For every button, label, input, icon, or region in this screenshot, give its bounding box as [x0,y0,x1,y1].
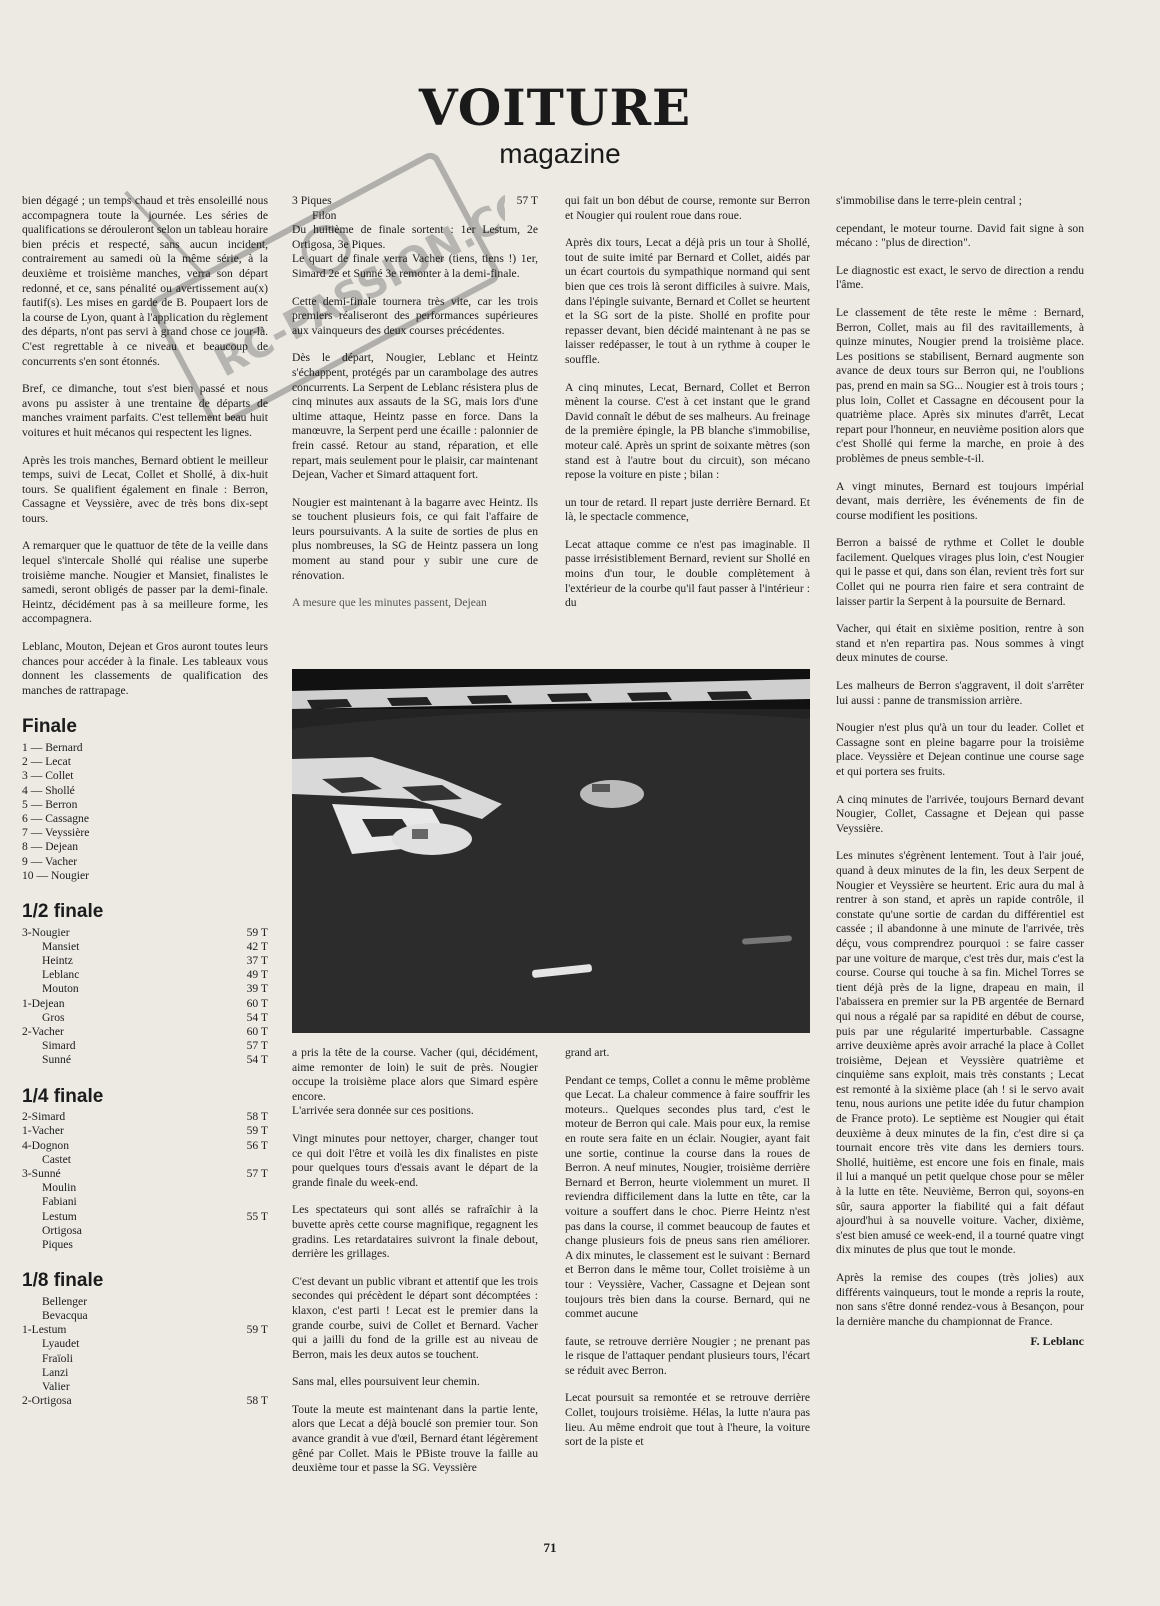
column-3-continued [565,1046,810,1463]
result-name: Lestum [42,1209,77,1223]
result-score: 59 T [246,1323,268,1337]
page-number: 71 [543,1540,557,1555]
result-name: 2 — Lecat [22,755,71,769]
results-demi-title: 1/2 finale [22,901,104,923]
result-row [22,855,268,869]
result-score: 60 T [246,1025,268,1039]
paragraph: Du huitième de finale sortent : 1er Lestum, 2e Ortigosa, 3e Piques. Le quart de finale verra Vacher (tiens, tiens !) 1er, Simard 2e et Sunné 3e remonter à la demi-finale. [292,223,538,280]
result-row [22,1195,268,1209]
result-name: Heintz [42,954,73,968]
paragraph: Leblanc, Mouton, Dejean et Gros auront toutes leurs chances pour accéder à la finale. Les tableaux vous donnent les classements de qualification des manches de rattrapage. [22,640,268,697]
paragraph: cependant, le moteur tourne. David fait signe à son mécano : "plus de direction". [836,221,1084,250]
result-name: 5 — Berron [22,797,78,811]
result-row [22,1110,268,1124]
paragraph: Les minutes s'égrènent lentement. Tout à l'air joué, quand à deux minutes de la fin, les deux Serpent de Nougier et Veyssière se heurtent. Eric aura du mal à rentrer à son stand, et après un rapide contrôle, il constate qu'une sortie de cardan du différentiel est cassée ; il abandonne à une minute de l'arrivée, très déçu, vous comprendrez pourquoi : se faire casser par une voiture de marque, c'est très dur, mais c'est la course. Course qui touche à sa fin. Michel Torres se tient déjà près de la ligne, drapeau en main, il l'abaissera en premier sur la PB argentée de Bernard qui nous a régalé par sa rapidité en début de course, puis par une régularité imperturbable. Cassagne arrive deuxième après avoir arraché la place à Collet troisième, Dejean et Veyssière quatrième et cinquième sans exploit, mais très constants ; Lecat est remonté à la sixième place (ah ! si le servo avait tenu, nous aurions une petite idée du futur champion de France proto). Le septième est Nougier qui était deuxième à deux minutes de la fin, c'est dire si ça tournait encore très vite dans les derniers tours. Shollé, huitième, est encore une fois en finale, mais il lui a manqué un petit quelque chose pour se mêler à la lutte en tête. Neuvième, Berron qui, soyons-en sûr, saura apporter la fiabilité qui a fait défaut ajourd'hui à sa nouvelle voiture. Vacher, dixième, s'est bien amusé ce week-end, il a tourné quatre vingt dix minutes de plus que tout le monde. [836,849,1084,1257]
result-score: 57 T [246,1167,268,1181]
result-name: Valier [42,1380,70,1394]
result-row [22,826,268,840]
result-name: 4-Dognon [22,1138,70,1152]
results-finale-table [22,741,268,883]
result-row [22,1224,268,1238]
result-name: 3 — Collet [22,769,74,783]
paragraph: Nougier est maintenant à la bagarre avec Heintz. Ils se touchent plusieurs fois, ce qui fait l'affaire de leurs poursuivants. A la suite de sorties de plus en plus nombreuses, la SG de Heintz passera un long moment au stand pour y subir une cure de rénovation. [292,495,538,582]
author-signature: F. Leblanc [1030,1334,1084,1349]
result-row [22,1337,268,1351]
result-name: Lanzi [42,1365,69,1379]
paragraph: Vacher, qui était en sixième position, rentre à son stand et n'en repartira pas. Nous sommes à vingt deux minutes de course. [836,622,1084,665]
result-name: 1 — Bernard [22,741,83,754]
column-1 [22,194,268,1409]
column-4 [836,194,1084,1349]
result-row [22,769,268,783]
results-finale-title: Finale [22,716,77,738]
result-row [22,1210,268,1224]
result-name: Fabiani [42,1195,77,1209]
result-score: 54 T [246,1010,268,1024]
paragraph: Après dix tours, Lecat a déjà pris un tour à Shollé, tout de suite imité par Bernard et Collet, aidés par un écart courtois du sympathique normand qui sent bien que ces trois là seront difficiles à suivre. Mais, dans l'épingle suivante, Bernard et Collet se heurtent et la SG sort de la piste. Shollé en profite pour repasser devant, bien décidé maintenant à ne pas se laisser redépasser, le tout à un rythme à couper le souffle. [565,236,810,366]
result-row [22,1352,268,1366]
paragraph: A cinq minutes, Lecat, Bernard, Collet et Berron mènent la course. C'est à cet instant que le grand David connaît le début de ses malheurs. Au freinage de la première épingle, la PB blanche s'immobilise, moteur calé. Après un sprint de soixante mètres (son stand est à l'autre bout du circuit), son mécano repose la voiture en piste ; bilan : [565,380,810,482]
result-name: 6 — Cassagne [22,812,89,826]
result-row [22,1053,268,1067]
result-score: 42 T [246,939,268,953]
result-row [22,1167,268,1181]
result-row [22,1295,268,1309]
result-name: 7 — Veyssière [22,826,90,840]
paragraph: Vingt minutes pour nettoyer, charger, changer tout ce qui doit l'être et voilà les dix finalistes en piste pour quelques tours d'essais avant le départ de la grande finale du week-end. [292,1131,538,1189]
result-score: 57 T [246,1039,268,1053]
result-name: Bevacqua [42,1309,88,1323]
column-2-continued [292,1046,538,1489]
result-row [22,1039,268,1053]
result-name: Fraïoli [42,1351,73,1365]
result-name: Ortigosa [42,1223,82,1237]
watermark-text: RC-PASSION.COM [207,162,505,387]
column-3 [565,194,810,624]
result-row [22,1323,268,1337]
result-row [22,1366,268,1380]
result-row [22,954,268,968]
paragraph: Toute la meute est maintenant dans la partie lente, alors que Lecat a déjà bouclé son premier tour. Son avance grandit à vue d'œil, Bernard étant légèrement gêné par Collet. Mais le PBiste trouve la faille au deuxième tour et passe la SG. Veyssière [292,1402,538,1475]
result-score: 58 T [246,1110,268,1124]
result-name: 1-Lestum [22,1323,67,1337]
result-score: 55 T [246,1209,268,1223]
result-score: 59 T [246,925,268,939]
result-name: Piques [42,1238,73,1252]
result-row [22,1011,268,1025]
paragraph: qui fait un bon début de course, remonte sur Berron et Nougier qui roulent roue dans roue. [565,194,810,222]
paragraph: faute, se retrouve derrière Nougier ; ne prenant pas le risque de l'attaquer pendant plusieurs tours, l'écart se réduit avec Berron. [565,1334,810,1377]
paragraph: Sans mal, elles poursuivent leur chemin. [292,1375,480,1389]
result-row [22,1153,268,1167]
paragraph: s'immobilise dans le terre-plein central ; [836,194,1022,207]
paragraph: C'est devant un public vibrant et attentif que les trois secondes qui précèdent le départ sont décomptées : klaxon, c'est parti ! Lecat est le premier dans la grande courbe, suivi de Collet et Bernard. Vacher qui a jailli du fond de la grille est au niveau de Berron, mais les deux autos se touchent. [292,1274,538,1361]
result-name: Lyaudet [42,1337,80,1351]
paragraph: Lecat attaque comme ce n'est pas imaginable. Il passe irrésistiblement Bernard, revient sur Shollé en moins d'un tour, le double complètement à l'extérieur de la courbe qu'il faut passer à l'intérieur : du [565,537,810,610]
result-score: 49 T [246,968,268,982]
result-row [22,1238,268,1252]
result-row [22,997,268,1011]
result-row [22,1139,268,1153]
results-huitieme-table [22,1295,268,1409]
result-row [22,840,268,854]
result-name: Simard [42,1039,76,1053]
result-score: 58 T [246,1394,268,1408]
paragraph: Les spectateurs qui sont allés se rafraîchir à la buvette après cette course magnifique, regagnent les gradins. Les retardataires suivront la finale debout, derrière les grillages. [292,1203,538,1261]
results-quart-table [22,1110,268,1252]
column-2 [292,194,538,624]
result-score: 56 T [246,1138,268,1152]
masthead-title: VOITURE [418,78,692,137]
paragraph: A remarquer que le quattuor de tête de la veille dans lequel s'intercale Shollé qui réalise une superbe troisième manche. Nougier et Mansiet, finalistes le samedi, seront obligés de passer par la demi-finale. Heintz, décidément pas à sa meilleure forme, les accompagnera. [22,539,268,626]
result-name: Castet [42,1152,71,1166]
result-name: 3-Sunné [22,1167,61,1181]
result-row [22,798,268,812]
result-row [22,1394,268,1408]
result-name: Bellenger [42,1294,88,1308]
result-row [22,940,268,954]
results-huitieme-title: 1/8 finale [22,1270,104,1292]
result-score: 57 T [516,194,538,207]
result-name: 3 Piques [292,194,332,207]
result-name: Sunné [42,1053,71,1067]
paragraph: Pendant ce temps, Collet a connu le même problème que Lecat. La chaleur commence à faire souffrir les moteurs.. Quelques secondes plus tard, c'est le moteur de Berron qui cale. Mais pour eux, la remise en route sera faite en un éclair. Nougier, ayant fait une sortie, continue la course dans la roues de Berron. A neuf minutes, Nougier, troisième derrière Bernard et Berron, heurte violemment un muret. Il reviendra difficilement dans la lutte en tête, car la voiture a souffert dans le choc. Pierre Heintz n'est pas dans la course, il commet beaucoup de fautes et change plusieurs fois de pneus sans rien améliorer. A dix minutes, le classement est le suivant : Bernard et Berron dans le même tour, Collet troisième à un tour : Veyssière, Vacher, Cassagne et Dejean sont toujours très bien dans la course. Bernard, qui ne commet aucune [565,1073,810,1321]
result-row [22,812,268,826]
result-row [22,926,268,940]
result-score: 37 T [246,954,268,968]
result-name: 1-Dejean [22,996,65,1010]
paragraph: Le diagnostic est exact, le servo de direction a rendu l'âme. [836,263,1084,292]
result-row [22,869,268,883]
result-name: 8 — Dejean [22,840,79,854]
result-row [22,1380,268,1394]
result-name: Leblanc [42,968,80,982]
paragraph: Nougier n'est plus qu'à un tour du leader. Collet et Cassagne sont en pleine bagarre pour la troisième place. Veyssière et Dejean continue une course sage et qui portera ses fruits. [836,721,1084,778]
result-score: 39 T [246,982,268,996]
result-name: Moulin [42,1181,77,1195]
result-row [22,755,268,769]
result-score: 60 T [246,996,268,1010]
result-row [22,1025,268,1039]
result-name: 3-Nougier [22,925,70,939]
paragraph: grand art. [565,1046,610,1059]
masthead-subtitle: magazine [499,138,621,169]
result-name: 2-Simard [22,1110,66,1124]
result-name: Filon [312,208,337,222]
result-score: 59 T [246,1124,268,1138]
result-row [22,741,268,755]
result-score: 54 T [246,1053,268,1067]
result-name: Mouton [42,982,79,996]
result-row [22,784,268,798]
result-name: Gros [42,1010,65,1024]
results-demi-table [22,926,268,1068]
result-row [22,1181,268,1195]
paragraph: Berron a baissé de rythme et Collet le double facilement. Quelques virages plus loin, c'est Nougier qui le passe et qui, dans son élan, revient très fort sur Collet qui ne pourra rien faire et sera contraint de laisser partir la Serpent à la poursuite de Bernard. [836,536,1084,608]
result-name: 9 — Vacher [22,854,78,868]
result-name: 1-Vacher [22,1124,64,1138]
result-row [22,968,268,982]
result-row [22,982,268,996]
paragraph: bien dégagé ; un temps chaud et très ensoleillé nous accompagnera toute la journée. Les séries de qualifications se dérouleront selon un tableau horaire bien précis et respecté, sans aucun incident, contrairement au samedi où la même série, à la deuxième et troisième manches, verra son départ redonné, et ce, sans pénalité ou avertissement au(x) fautif(s). Les mises en garde de B. Poupaert lors de la course de Lyon, quant à l'application du règlement des départs, n'ont pas servi à grand chose ce jour-là. C'est regrettable à ce niveau et beaucoup de concurrents s'en sont étonnés. [22,194,268,368]
result-name: 2-Ortigosa [22,1394,72,1408]
result-name: 2-Vacher [22,1025,64,1039]
paragraph: un tour de retard. Il repart juste derrière Bernard. Et là, le spectacle commence, [565,495,810,524]
paragraph: A mesure que les minutes passent, Dejean [292,596,487,610]
paragraph: Dès le départ, Nougier, Leblanc et Heintz s'échappent, protégés par un carambolage des autres concurrents. La Serpent de Leblanc résistera plus de cinq minutes aux assauts de la SG, mais lors d'une ultime attaque, Heintz passe en force. Dans la manœuvre, la Serpent perd une écaille : palonnier de frein cassé. Retour au stand, réparation, et elle repart, mais seulement pour le plaisir, car maintenant Dejean, Vacher et Simard attaquent fort. [292,351,538,482]
paragraph: A cinq minutes de l'arrivée, toujours Bernard devant Nougier, Collet, Cassagne et Dejean qui passe Veyssière. [836,792,1084,835]
paragraph: Le classement de tête reste le même : Bernard, Berron, Collet, mais au fil des ravitaillements, à quinze minutes, Nougier prend la troisième place. Les positions se stabilisent, Bernard augmente son avance de deux tours sur Berron qui, ne l'oublions pas, prend en main sa SG... Nougier est à trois tours ; plus loin, Collet et Cassagne en décousent pour la quatrième place. Après six minutes d'arrêt, Lecat repart pour l'honneur, en neuvième position alors que c'est Shollé qui ferme la marche, en proie à des problèmes de pneus semble-t-il. [836,305,1084,465]
result-name: Mansiet [42,939,80,953]
paragraph: A vingt minutes, Bernard est toujours impérial devant, mais derrière, les événements de fin de course modifient les positions. [836,479,1084,522]
results-continued-row [292,194,538,209]
paragraph: a pris la tête de la course. Vacher (qui, décidément, aime remonter de loin) le suit de près. Nougier occupe la troisième place alors que Simard espère encore. L'arrivée sera donnée sur ces positions. [292,1046,538,1118]
paragraph: Les malheurs de Berron s'aggravent, il doit s'arrêter lui aussi : panne de transmission arrière. [836,679,1084,707]
paragraph: Lecat poursuit sa remontée et se retrouve derrière Collet, toujours troisième. Hélas, la lutte n'aura pas lieu. Au même endroit que tout à l'heure, la voiture sort de la piste et [565,1391,810,1449]
paragraph: Après la remise des coupes (très jolies) aux différents vainqueurs, tout le monde a repris la route, non sans s'être donné rendez-vous à Besançon, pour la dernière manche du championnat de France. [836,1271,1084,1328]
paragraph: Après les trois manches, Bernard obtient le meilleur temps, suivi de Lecat, Collet et Shollé, à dix-huit tours. Se qualifient également en finale : Berron, Cassagne et Veyssière, avec de très bons dix-sept tours. [22,453,268,525]
result-name: 4 — Shollé [22,783,75,797]
paragraph: Cette demi-finale tournera très vite, car les trois premiers réaliseront des performances supérieures aux vainqueurs des deux courses précédentes. [292,294,538,337]
result-name: 10 — Nougier [22,868,89,882]
result-row [22,1309,268,1323]
race-photo [292,669,810,1033]
paragraph: Bref, ce dimanche, tout s'est bien passé et nous avons pu assister à une trentaine de départs de manches vraiment parfaits. C'est tellement beau huit voitures et huit mécanos qui respectent les lignes. [22,382,268,439]
result-row [22,1124,268,1138]
results-quart-title: 1/4 finale [22,1085,104,1107]
